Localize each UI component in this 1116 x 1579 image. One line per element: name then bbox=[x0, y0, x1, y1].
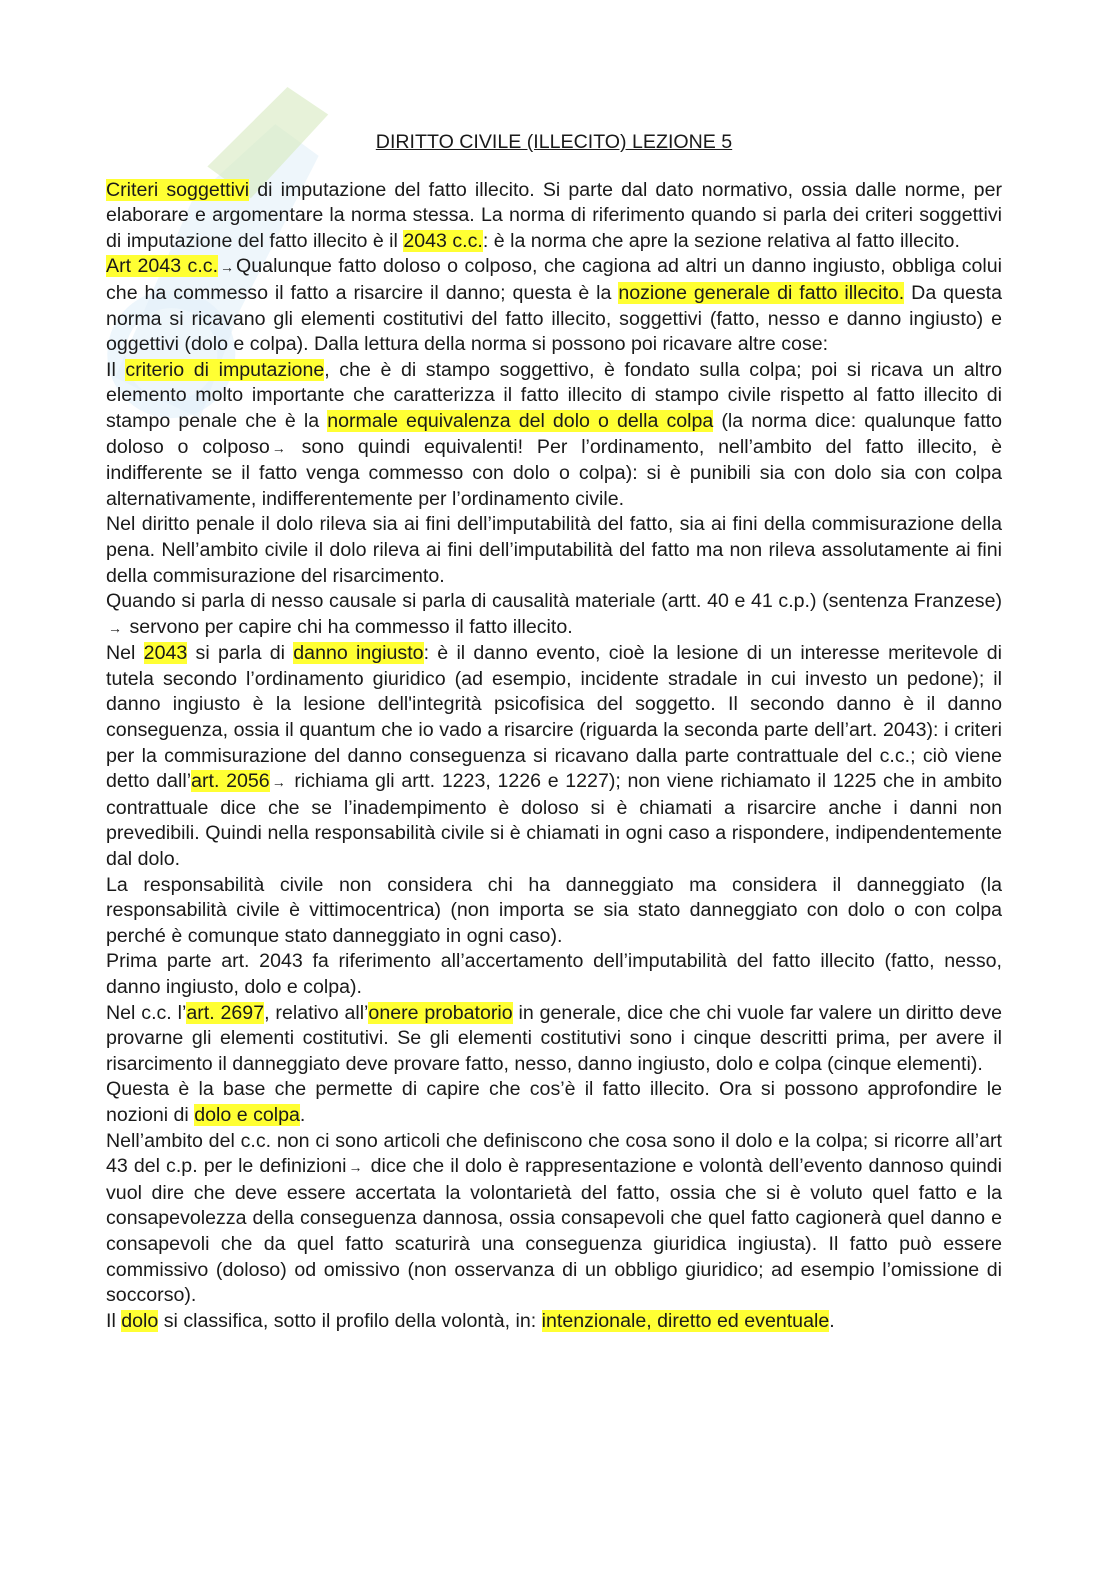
paragraph bbox=[106, 873, 1002, 950]
paragraph bbox=[106, 1309, 1002, 1335]
highlighted-text: art. 2056 bbox=[191, 770, 270, 793]
document-page bbox=[106, 130, 1002, 1334]
document-body bbox=[106, 178, 1002, 1335]
paragraph-text: . bbox=[299, 1103, 306, 1126]
paragraph-text: Questa è la base che permette di capire che cos’è il fatto illecito. Ora si possono approfondire le nozioni di bbox=[106, 1078, 1002, 1126]
highlighted-text: onere probatorio bbox=[368, 1001, 513, 1024]
paragraph-text: dice che il dolo è rappresentazione e volontà dell’evento dannoso quindi vuol dire che deve essere accertata la volontarietà del fatto, ossia che si è voluto quel fatto e la consapevolezza della conseguenza dannosa, ossia consapevoli che quel fatto cagionerà quel danno e consapevoli che da quel fatto scaturirà una conseguenza giuridica ingiusta). Il fatto può essere commissivo (doloso) od omissivo (non osservanza di un obbligo giuridico; ad esempio l’omissione di soccorso). bbox=[106, 1155, 1003, 1307]
highlighted-text: dolo e colpa bbox=[194, 1103, 300, 1126]
paragraph-text: sono quindi equivalenti! Per l’ordinamento, nell’ambito del fatto illecito, è indifferente se il fatto venga commesso con dolo o colpa): si è punibili sia con dolo sia con colpa alternativamente, indifferentemente per l’ordinamento civile. bbox=[106, 435, 1002, 510]
paragraph-text: Il bbox=[106, 1309, 122, 1332]
highlighted-text: normale equivalenza del dolo o della colpa bbox=[327, 409, 714, 432]
paragraph bbox=[106, 641, 1002, 872]
paragraph bbox=[106, 949, 1002, 1000]
highlighted-text: Criteri soggettivi bbox=[106, 178, 250, 201]
paragraph-text: (la norma dice: qualunque fatto doloso o colposo bbox=[106, 409, 1002, 458]
highlighted-text: art. 2697 bbox=[186, 1001, 265, 1024]
paragraph-text: . bbox=[829, 1309, 835, 1332]
paragraph-text: La responsabilità civile non considera chi ha danneggiato ma considera il danneggiato (la responsabilità civile è vittimocentrica) (non importa se sia stato danneggiato con dolo o con colpa perché è comunque stato danneggiato in ogni caso). bbox=[106, 873, 1002, 947]
highlighted-text: 2043 bbox=[143, 642, 188, 665]
paragraph-text: Nel bbox=[106, 642, 144, 665]
paragraph-text: Nel diritto penale il dolo rileva sia ai fini dell’imputabilità del fatto, sia ai fini della commisurazione della pena. Nell’ambito civile il dolo rileva ai fini dell’imputabilità del fatto ma non rileva assolutamente ai fini della commisurazione del risarcimento. bbox=[106, 513, 1002, 587]
paragraph bbox=[106, 358, 1002, 513]
highlighted-text: dolo bbox=[121, 1309, 159, 1332]
arrow-icon: → bbox=[220, 259, 235, 276]
paragraph-text: : è il danno evento, cioè la lesione di un interesse meritevole di tutela secondo l’ordinamento giuridico (ad esempio, incidente stradale in cui investo un pedone); il danno ingiusto è la lesione dell'integrità psicofisica del soggetto. Il secondo danno è il danno conseguenza, ossia il quantum che io vado a risarcire (riguarda la seconda parte dell’art. 2043): i criteri per la commisurazione del danno conseguenza si ricavano dalla parte contrattuale del c.c.; ciò viene detto dall’ bbox=[106, 642, 1002, 793]
paragraph-text: Il bbox=[106, 358, 126, 381]
paragraph-text: in generale, dice che chi vuole far valere un diritto deve provarne gli elementi costitutivi. Se gli elementi costitutivi sono i cinque descritti prima, per avere il risarcimento il danneggiato deve provare fatto, nesso, danno ingiusto, dolo e colpa (cinque elementi). bbox=[106, 1001, 1003, 1075]
paragraph-text: di imputazione del fatto illecito. Si parte dal dato normativo, ossia dalle norme, per elaborare e argomentare la norma stessa. La norma di riferimento quando si parla dei criteri soggettivi di imputazione del fatto illecito è il bbox=[106, 178, 1002, 252]
paragraph-text: Qualunque fatto doloso o colposo, che cagiona ad altri un danno ingiusto, obbliga colui che ha commesso il fatto a risarcire il danno; questa è la bbox=[106, 255, 1002, 304]
paragraph-text: Quando si parla di nesso causale si parla di causalità materiale (artt. 40 e 41 c.p.) (sentenza Franzese) bbox=[106, 590, 1002, 613]
arrow-icon: → bbox=[108, 619, 122, 636]
paragraph bbox=[106, 1077, 1002, 1128]
paragraph-text: , che è di stampo soggettivo, è fondato sulla colpa; poi si ricava un altro elemento molto importante che caratterizza il fatto illecito di stampo civile rispetto al fatto illecito di stampo penale che è la bbox=[106, 358, 1002, 432]
highlighted-text: Art 2043 c.c. bbox=[106, 255, 219, 278]
paragraph-text: Nell’ambito del c.c. non ci sono articoli che definiscono che cosa sono il dolo e la colpa; si ricorre all’art 43 del c.p. per le definizioni bbox=[106, 1129, 1002, 1178]
paragraph bbox=[106, 512, 1002, 589]
arrow-icon: → bbox=[271, 774, 286, 791]
paragraph bbox=[106, 1129, 1002, 1309]
document-title: DIRITTO CIVILE (ILLECITO) LEZIONE 5 bbox=[375, 131, 733, 153]
highlighted-text: 2043 c.c. bbox=[403, 229, 483, 252]
paragraph-text: : è la norma che apre la sezione relativa al fatto illecito. bbox=[482, 229, 960, 252]
paragraph-text: , relativo all’ bbox=[264, 1001, 369, 1024]
highlighted-text: criterio di imputazione bbox=[125, 358, 325, 381]
highlighted-text: intenzionale, diretto ed eventuale bbox=[541, 1309, 830, 1332]
highlighted-text: nozione generale di fatto illecito. bbox=[618, 281, 905, 304]
arrow-icon: → bbox=[348, 1159, 363, 1176]
arrow-icon: → bbox=[271, 439, 286, 456]
paragraph-text: richiama gli artt. 1223, 1226 e 1227); non viene richiamato il 1225 che in ambito contrattuale dice che se l’inadempimento è doloso si è chiamati a risarcire anche i danni non prevedibili. Quindi nella responsabilità civile si è chiamati in ogni caso a rispondere, indipendentemente dal dolo. bbox=[106, 770, 1002, 871]
paragraph bbox=[106, 1001, 1002, 1078]
paragraph-text: Prima parte art. 2043 fa riferimento all’accertamento dell’imputabilità del fatto illecito (fatto, nesso, danno ingiusto, dolo e colpa). bbox=[106, 950, 1002, 998]
paragraph bbox=[106, 589, 1002, 641]
paragraph-text: si classifica, sotto il profilo della volontà, in: bbox=[158, 1309, 542, 1332]
paragraph-text: Da questa norma si ricavano gli elementi costitutivi del fatto illecito, soggettivi (fatto, nesso e danno ingiusto) e oggettivi (dolo e colpa). Dalla lettura della norma si possono poi ricavare altre cose: bbox=[106, 281, 1002, 356]
paragraph-text: servono per capire chi ha commesso il fatto illecito. bbox=[124, 615, 573, 638]
paragraph-text: si parla di bbox=[187, 642, 294, 665]
highlighted-text: danno ingiusto bbox=[293, 642, 424, 665]
paragraph-text: Nel c.c. l’ bbox=[106, 1001, 187, 1024]
paragraph bbox=[106, 254, 1002, 357]
paragraph bbox=[106, 178, 1002, 255]
